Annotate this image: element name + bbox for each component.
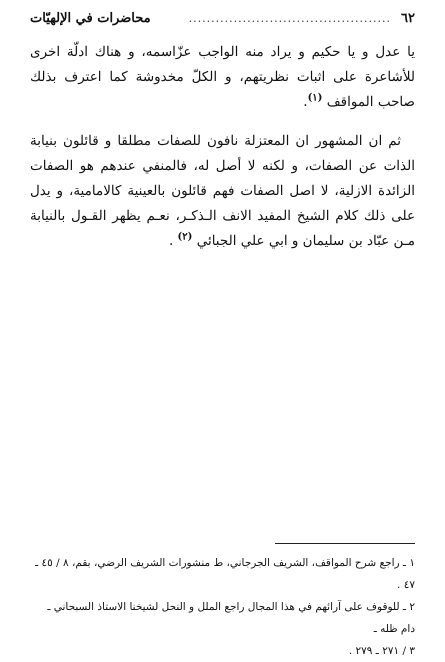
book-title: محاضرات في الإلهيّات <box>30 10 151 26</box>
footnotes <box>30 552 415 662</box>
paragraph-1-text: يا عدل و يا حكيم و يراد منه الواجب عزّاسمه، و هناك ادلّة اخرى للأشاعرة على اثبات نظريتهم، و الكلّ مخدوشة كما اعترف بذلك صاحب المواقف <box>30 44 415 110</box>
main-text <box>30 40 415 254</box>
paragraph-2 <box>30 129 415 254</box>
header-leader-dots: ............................................. <box>188 11 392 25</box>
paragraph-2-tail: . <box>168 233 178 249</box>
footnote-separator <box>275 543 415 544</box>
footnote-2-continued: ٣ / ٢٧١ ـ ٢٧٩ . <box>348 645 415 657</box>
paragraph-2-text: ثم ان المشهور ان المعتزلة نافون للصفات مطلقا و قائلون بنيابة الذات عن الصفات، و لكنه لا أصل له، فالمنفي عندهم هو الصفات الزائدة الازلية، لا اصل الصفات فهم قائلون بالعينية كالامامية، و يدل على ذلك كلام الشيخ المفيد الانف الـذكـر، نعـم يظهر القـول بالنيابة مـن عبّاد بن سليمان و ابي علي الجبائي <box>30 133 415 249</box>
footnote-ref-2: (٢) <box>177 231 193 243</box>
running-header <box>30 8 415 28</box>
footnote-2: ٢ ـ للوقوف على آرائهم في هذا المجال راجع الملل و النحل لشيخنا الاستاذ السبحاني ـ دام ظله ـ <box>47 601 415 635</box>
paragraph-1-tail: . <box>303 94 308 110</box>
footnote-1: ١ ـ راجع شرح المواقف، الشريف الجرجاني، ط منشورات الشريف الرضي، بقم، ٨ / ٤٥ ـ ٤٧ . <box>35 557 415 591</box>
footnote-ref-1: (١) <box>307 92 323 104</box>
paragraph-1 <box>30 40 415 115</box>
page-number: ٦٢ <box>401 10 415 26</box>
